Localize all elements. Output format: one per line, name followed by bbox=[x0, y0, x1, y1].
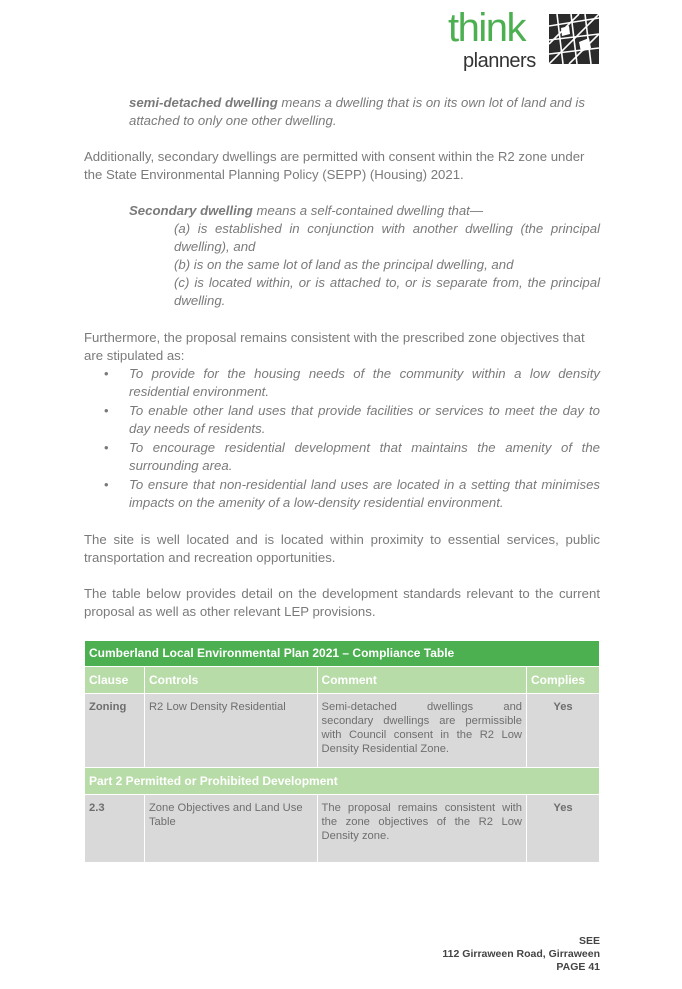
compliance-table bbox=[84, 640, 600, 863]
table-title: Cumberland Local Environmental Plan 2021 – Compliance Table bbox=[85, 641, 600, 667]
header-clause: Clause bbox=[85, 667, 145, 694]
page-footer bbox=[442, 935, 600, 974]
cell-complies: Yes bbox=[527, 694, 600, 768]
paragraph-secondary-dwellings: Additionally, secondary dwellings are permitted with consent within the R2 zone under the State Environmental Planning Policy (SEPP) (Housing) 2021. bbox=[84, 149, 585, 182]
footer-address: 112 Girraween Road, Girraween bbox=[442, 948, 600, 960]
logo-word-think: think bbox=[448, 6, 525, 50]
definition-secondary-dwelling bbox=[129, 202, 600, 220]
objective-item: To ensure that non-residential land uses are located in a setting that minimises impacts on the amenity of a low-density residential environment. bbox=[129, 477, 600, 510]
header-complies: Complies bbox=[527, 667, 600, 694]
definition-item-c: (c) is located within, or is attached to, or is separate from, the principal dwelling. bbox=[174, 275, 600, 308]
map-grid-icon bbox=[549, 14, 599, 64]
definition-text: means a dwelling that is on its own lot of land and is attached to only one other dwelling. bbox=[129, 95, 585, 128]
header-controls: Controls bbox=[144, 667, 317, 694]
bullet-icon: • bbox=[104, 403, 109, 418]
definition-term: semi-detached dwelling bbox=[129, 95, 278, 110]
definition-item-b: (b) is on the same lot of land as the principal dwelling, and bbox=[174, 257, 514, 272]
cell-clause: 2.3 bbox=[85, 795, 145, 863]
bullet-icon: • bbox=[104, 366, 109, 381]
bullet-icon: • bbox=[104, 477, 109, 492]
paragraph-site-location: The site is well located and is located within proximity to essential services, public transportation and recreation opportunities. bbox=[84, 532, 600, 565]
logo-word-planners: planners bbox=[463, 50, 536, 72]
cell-comment: The proposal remains consistent with the zone objectives of the R2 Low Density zone. bbox=[317, 795, 526, 863]
think-planners-logo bbox=[448, 6, 600, 72]
footer-page-number: PAGE 41 bbox=[556, 961, 600, 973]
paragraph-zone-objectives: Furthermore, the proposal remains consistent with the prescribed zone objectives that are stipulated as: bbox=[84, 330, 585, 363]
definition-item-a: (a) is established in conjunction with another dwelling (the principal dwelling), and bbox=[174, 221, 600, 254]
objective-item: To provide for the housing needs of the community within a low density residential environment. bbox=[129, 366, 600, 399]
cell-comment: Semi-detached dwellings and secondary dwellings are permissible with Council consent in the R2 Low Density Residential Zone. bbox=[317, 694, 526, 768]
definition-text: means a self-contained dwelling that— bbox=[252, 203, 484, 218]
paragraph-table-intro: The table below provides detail on the development standards relevant to the current proposal as well as other relevant LEP provisions. bbox=[84, 586, 600, 619]
definition-semi-detached bbox=[129, 94, 600, 130]
objective-item: To enable other land uses that provide facilities or services to meet the day to day needs of residents. bbox=[129, 403, 600, 436]
cell-clause: Zoning bbox=[85, 694, 145, 768]
cell-control: R2 Low Density Residential bbox=[144, 694, 317, 768]
bullet-icon: • bbox=[104, 440, 109, 455]
cell-complies: Yes bbox=[527, 795, 600, 863]
header-comment: Comment bbox=[317, 667, 526, 694]
section-heading: Part 2 Permitted or Prohibited Development bbox=[85, 768, 600, 795]
definition-term: Secondary dwelling bbox=[129, 203, 253, 218]
footer-doc-type: SEE bbox=[578, 935, 600, 947]
objective-item: To encourage residential development that maintains the amenity of the surrounding area. bbox=[129, 440, 600, 473]
cell-control: Zone Objectives and Land Use Table bbox=[144, 795, 317, 863]
